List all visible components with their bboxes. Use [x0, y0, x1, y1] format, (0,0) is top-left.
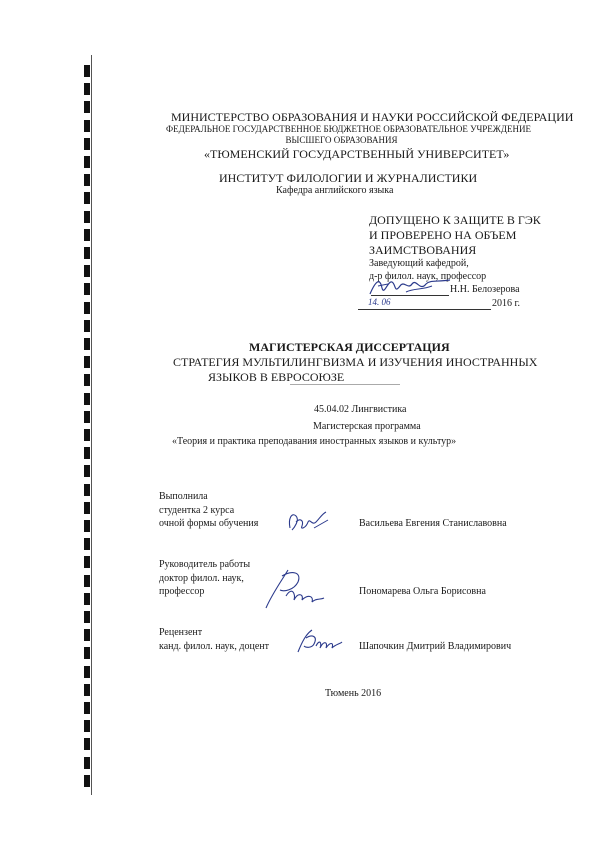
binding-hole	[84, 720, 90, 732]
binding-hole	[84, 65, 90, 77]
binding-hole	[84, 211, 90, 223]
binding-hole	[84, 556, 90, 568]
author-role-3: очной формы обучения	[159, 518, 259, 529]
supervisor-role-2: доктор филол. наук,	[159, 573, 244, 584]
head-name: Н.Н. Белозерова	[450, 284, 520, 295]
author-name: Васильева Евгения Станиславовна	[359, 518, 507, 529]
binding-hole	[84, 338, 90, 350]
binding-edge	[91, 55, 92, 795]
reviewer-role-1: Рецензент	[159, 627, 203, 638]
binding-hole	[84, 520, 90, 532]
institute-name: ИНСТИТУТ ФИЛОЛОГИИ И ЖУРНАЛИСТИКИ	[219, 171, 478, 185]
approval-date-handwritten: 14. 06	[368, 297, 391, 307]
binding-hole	[84, 283, 90, 295]
binding-hole	[84, 174, 90, 186]
binding-hole	[84, 575, 90, 587]
binding-hole	[84, 538, 90, 550]
binding-hole	[84, 593, 90, 605]
binding-hole	[84, 229, 90, 241]
binding-hole	[84, 465, 90, 477]
binding-hole	[84, 611, 90, 623]
binding-hole	[84, 120, 90, 132]
approval-date-line	[358, 309, 491, 310]
specialty-code: 45.04.02 Лингвистика	[314, 404, 407, 415]
federal-line-2: ВЫСШЕГО ОБРАЗОВАНИЯ	[285, 135, 398, 145]
author-role-2: студентка 2 курса	[159, 505, 235, 516]
author-role-1: Выполнила	[159, 491, 208, 502]
reviewer-signature	[290, 624, 344, 658]
department-name: Кафедра английского языка	[276, 185, 394, 196]
approval-year: 2016 г.	[492, 298, 520, 309]
supervisor-name: Пономарева Ольга Борисовна	[359, 586, 486, 597]
thesis-type: МАГИСТЕРСКАЯ ДИССЕРТАЦИЯ	[249, 340, 450, 354]
supervisor-role-1: Руководитель работы	[159, 559, 251, 570]
thesis-title-line-1: СТРАТЕГИЯ МУЛЬТИЛИНГВИЗМА И ИЗУЧЕНИЯ ИНОСТРАННЫХ	[173, 355, 538, 369]
binding-hole	[84, 502, 90, 514]
reviewer-role-2: канд. филол. наук, доцент	[159, 641, 270, 652]
thesis-title-line-2: ЯЗЫКОВ В ЕВРОСОЮЗЕ	[208, 370, 345, 384]
reviewer-name: Шапочкин Дмитрий Владимирович	[359, 641, 512, 652]
binding-hole	[84, 101, 90, 113]
binding-hole	[84, 629, 90, 641]
binding-hole	[84, 411, 90, 423]
ministry-line: МИНИСТЕРСТВО ОБРАЗОВАНИЯ И НАУКИ РОССИЙСКОЙ ФЕДЕРАЦИИ	[171, 110, 574, 124]
binding-hole	[84, 302, 90, 314]
supervisor-signature	[258, 566, 328, 614]
binding-hole	[84, 374, 90, 386]
binding-hole	[84, 265, 90, 277]
binding-hole	[84, 192, 90, 204]
binding-hole	[84, 429, 90, 441]
title-underline-mark	[290, 384, 400, 385]
head-role: Заведующий кафедрой,	[369, 258, 469, 269]
binding-hole	[84, 247, 90, 259]
binding-hole	[84, 684, 90, 696]
university-name: «ТЮМЕНСКИЙ ГОСУДАРСТВЕННЫЙ УНИВЕРСИТЕТ»	[204, 147, 510, 161]
approval-line-3: ЗАИМСТВОВАНИЯ	[369, 243, 477, 257]
binding-hole	[84, 320, 90, 332]
program-name: «Теория и практика преподавания иностранных языков и культур»	[172, 436, 457, 447]
binding-hole	[84, 156, 90, 168]
binding-hole	[84, 83, 90, 95]
binding-hole	[84, 393, 90, 405]
head-degree: д-р филол. наук, профессор	[369, 271, 487, 282]
binding-hole	[84, 702, 90, 714]
binding-hole	[84, 447, 90, 459]
approval-line-1: ДОПУЩЕНО К ЗАЩИТЕ В ГЭК	[369, 213, 541, 227]
binding-hole	[84, 647, 90, 659]
binding-hole	[84, 356, 90, 368]
author-signature	[284, 508, 332, 534]
binding-hole	[84, 666, 90, 678]
approval-line-2: И ПРОВЕРЕНО НА ОБЪЕМ	[369, 228, 517, 242]
head-signature-line	[371, 295, 449, 296]
binding-hole	[84, 738, 90, 750]
binding-strip	[78, 55, 102, 795]
program-label: Магистерская программа	[313, 421, 421, 432]
federal-line-1: ФЕДЕРАЛЬНОЕ ГОСУДАРСТВЕННОЕ БЮДЖЕТНОЕ ОБРАЗОВАТЕЛЬНОЕ УЧРЕЖДЕНИЕ	[166, 124, 532, 134]
binding-hole	[84, 484, 90, 496]
supervisor-role-3: профессор	[159, 586, 205, 597]
binding-hole	[84, 775, 90, 787]
binding-hole	[84, 757, 90, 769]
city-year: Тюмень 2016	[325, 688, 382, 699]
